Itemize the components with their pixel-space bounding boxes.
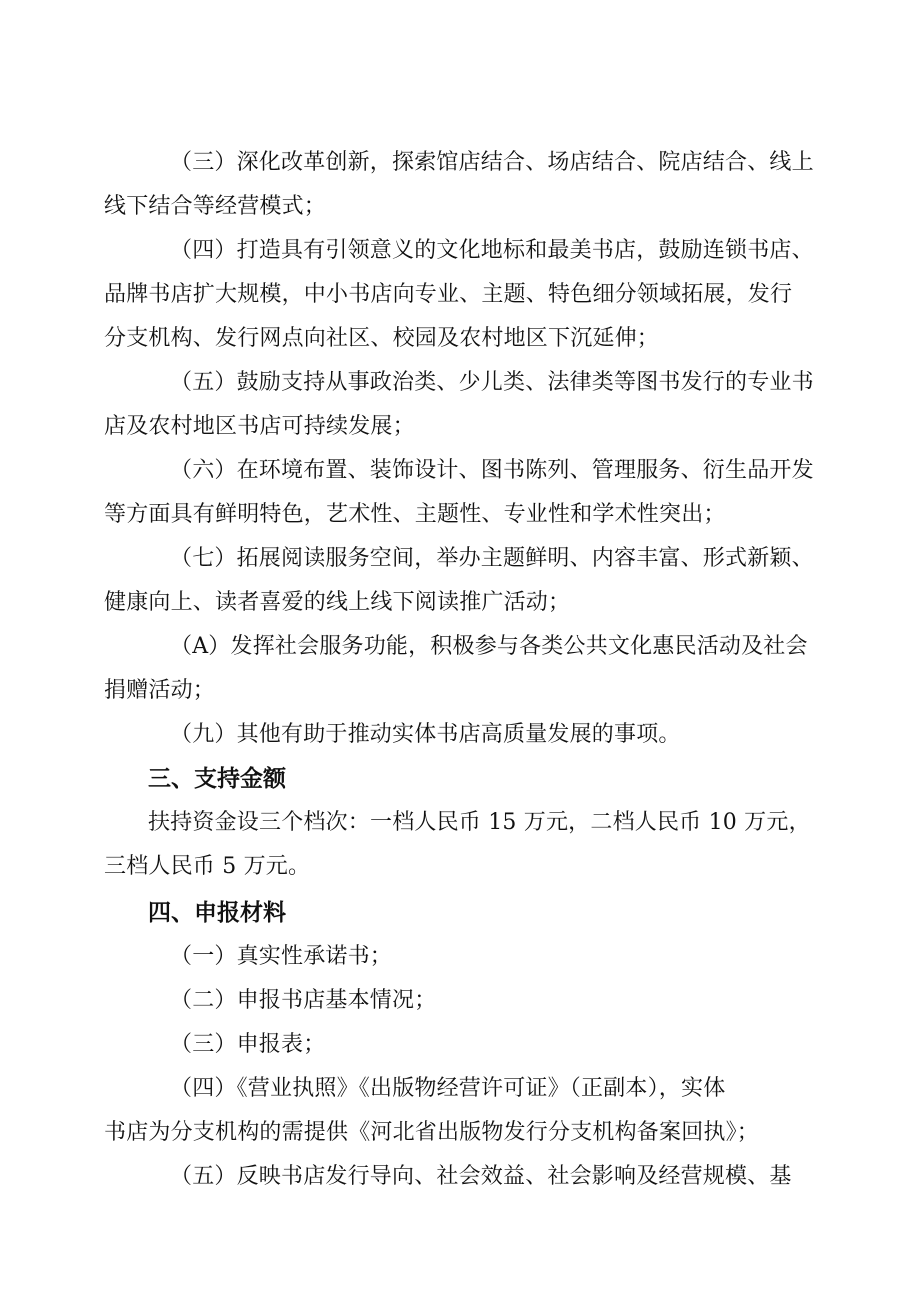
material-3: （三）申报表； <box>170 1032 326 1057</box>
item-3-line-1: （三）深化改革创新，探索馆店结合、场店结合、院店结合、线上 <box>170 150 814 175</box>
item-6-line-2: 等方面具有鲜明特色，艺术性、主题性、专业性和学术性突出； <box>104 502 726 527</box>
item-3-line-2: 线下结合等经营模式； <box>104 194 327 219</box>
material-1: （一）真实性承诺书； <box>170 944 393 969</box>
item-8-line-2: 捐赠活动； <box>104 678 216 703</box>
material-4-line-2: 书店为分支机构的需提供《河北省出版物发行分支机构备案回执》； <box>104 1120 760 1145</box>
item-5-line-1: （五）鼓励支持从事政治类、少儿类、法律类等图书发行的专业书 <box>170 370 814 395</box>
item-5-line-2: 店及农村地区书店可持续发展； <box>104 414 415 439</box>
item-8-line-1: （A）发挥社会服务功能，积极参与各类公共文化惠民活动及社会 <box>170 634 808 659</box>
section-4-heading: 四、申报材料 <box>148 900 286 926</box>
material-4-line-1: （四）《营业执照》《出版物经营许可证》（正副本），实体 <box>170 1076 726 1101</box>
item-9-line-1: （九）其他有助于推动实体书店高质量发展的事项。 <box>170 722 681 747</box>
item-7-line-1: （七）拓展阅读服务空间，举办主题鲜明、内容丰富、形式新颖、 <box>170 546 814 571</box>
material-5-line-1: （五）反映书店发行导向、社会效益、社会影响及经营规模、基 <box>170 1164 792 1189</box>
item-4-line-1: （四）打造具有引领意义的文化地标和最美书店，鼓励连锁书店、 <box>170 238 814 263</box>
material-2: （二）申报书店基本情况； <box>170 988 437 1013</box>
item-4-line-2: 品牌书店扩大规模，中小书店向专业、主题、特色细分领域拓展，发行 <box>104 282 793 307</box>
section-3-line-2: 三档人民币 5 万元。 <box>104 854 311 879</box>
section-3-line-1: 扶持资金设三个档次：一档人民币 15 万元，二档人民币 10 万元， <box>148 810 811 835</box>
item-4-line-3: 分支机构、发行网点向社区、校园及农村地区下沉延伸； <box>104 326 660 351</box>
section-3-heading: 三、支持金额 <box>148 766 286 792</box>
item-7-line-2: 健康向上、读者喜爱的线上线下阅读推广活动； <box>104 590 571 615</box>
item-6-line-1: （六）在环境布置、装饰设计、图书陈列、管理服务、衍生品开发 <box>170 458 814 483</box>
